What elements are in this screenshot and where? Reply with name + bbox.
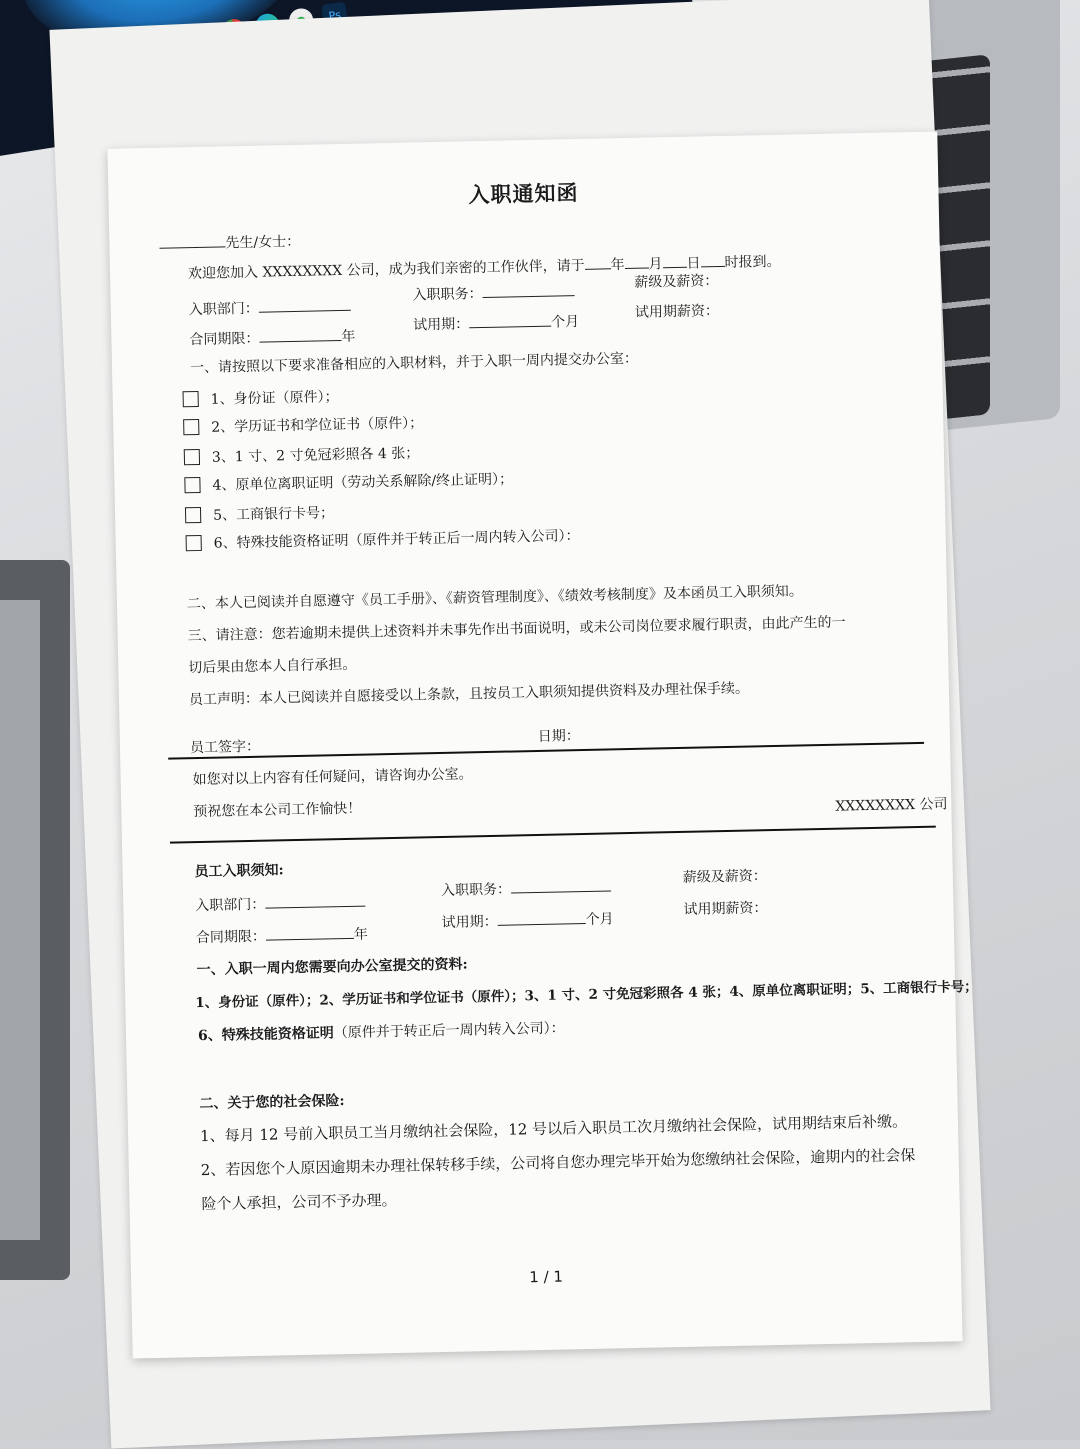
checkbox[interactable] bbox=[185, 507, 201, 523]
photoshop-icon[interactable]: Ps bbox=[321, 1, 348, 28]
employee-statement: 员工声明：本人已阅读并自愿接受以上条款，且按员工入职须知提供资料及办理社保手续。 bbox=[188, 680, 750, 709]
notice-contract-field: 合同期限： 年 bbox=[195, 926, 369, 947]
notice-dept-field: 入职部门： bbox=[195, 892, 365, 916]
checkbox[interactable] bbox=[183, 419, 199, 435]
signature-label: 员工签字： bbox=[189, 738, 261, 757]
checkbox[interactable] bbox=[184, 449, 200, 465]
notice-section2-line2: 2、若因您个人原因逾期未办理社保转移手续，公司将自您办理完毕开始为您缴纳社会保险，逾期内的社会保 bbox=[200, 1146, 916, 1180]
grade-salary-label: 薪级及薪资： bbox=[634, 273, 719, 291]
checkbox[interactable] bbox=[183, 391, 199, 407]
divider-rule bbox=[170, 826, 936, 844]
notice-section1-line1: 1、身份证（原件）；2、学历证书和学位证书（原件）；3、1 寸、2 寸免冠彩照各 4 张；4、原单位离职证明；5、工商银行卡号； bbox=[195, 978, 978, 1012]
checklist-item[interactable]: 2、学历证书和学位证书（原件）； bbox=[183, 412, 423, 437]
contract-field: 合同期限： 年 bbox=[189, 328, 356, 349]
salutation-line: 先生/女士： bbox=[159, 231, 300, 254]
checklist-item[interactable]: 4、原单位离职证明（劳动关系解除/终止证明）； bbox=[184, 468, 513, 495]
notice-grade-salary-label: 薪级及薪资： bbox=[682, 868, 767, 886]
left-laptop-bezel bbox=[0, 600, 40, 1240]
notice-position-field: 入职职务： bbox=[441, 876, 611, 900]
notice-section1-title: 一、入职一周内您需要向办公室提交的资料: bbox=[196, 956, 468, 979]
probation-field: 试用期： 个月 bbox=[413, 313, 580, 334]
checkbox[interactable] bbox=[186, 535, 202, 551]
wish-line: 预祝您在本公司工作愉快！ bbox=[193, 800, 362, 821]
dept-field: 入职部门： bbox=[189, 296, 351, 319]
offer-letter-page bbox=[107, 131, 978, 1358]
date-label: 日期： bbox=[537, 728, 580, 745]
position-field: 入职职务： bbox=[412, 281, 574, 304]
section3-text-line2: 切后果由您本人自行承担。 bbox=[188, 656, 357, 677]
notice-section2-title: 二、关于您的社会保险: bbox=[199, 1093, 345, 1113]
welcome-line: 欢迎您加入 XXXXXXXX 公司，成为我们亲密的工作伙伴，请于 年 月 日 时报到。 bbox=[187, 253, 781, 283]
checkbox[interactable] bbox=[184, 477, 200, 493]
notice-title: 员工入职须知: bbox=[194, 862, 284, 881]
question-line: 如您对以上内容有任何疑问，请咨询办公室。 bbox=[192, 766, 473, 789]
notice-section2-line3: 险个人承担，公司不予办理。 bbox=[201, 1191, 397, 1214]
section2-text: 二、本人已阅读并自愿遵守《员工手册》、《薪资管理制度》、《绩效考核制度》及本函员工入职须知。 bbox=[186, 583, 804, 613]
checklist-item[interactable]: 6、特殊技能资格证明（原件并于转正后一周内转入公司）： bbox=[185, 525, 579, 553]
checklist-item[interactable]: 1、身份证（原件）； bbox=[182, 386, 338, 409]
probation-salary-label: 试用期薪资： bbox=[634, 303, 720, 321]
notice-section1-line2: 6、特殊技能资格证明（原件并于转正后一周内转入公司）： bbox=[197, 1020, 565, 1045]
section3-text-line1: 三、请注意：您若逾期未提供上述资料并未事先作出书面说明，或未公司岗位要求履行职责，由此产生的一 bbox=[187, 614, 846, 645]
document-title: 入职通知函 bbox=[468, 179, 579, 208]
company-name: XXXXXXXX 公司 bbox=[835, 796, 948, 815]
notice-probation-salary-label: 试用期薪资： bbox=[683, 900, 768, 918]
page-number: 1 / 1 bbox=[529, 1267, 564, 1287]
section1-title: 一、请按照以下要求准备相应的入职材料，并于入职一周内提交办公室： bbox=[189, 350, 639, 377]
notice-section2-line1: 1、每月 12 号前入职员工当月缴纳社会保险，12 号以后入职员工次月缴纳社会保险，试用期结束后补缴。 bbox=[199, 1112, 908, 1146]
name-blank[interactable] bbox=[159, 234, 225, 248]
notice-probation-field: 试用期： 个月 bbox=[441, 911, 614, 931]
checklist-item[interactable]: 5、工商银行卡号； bbox=[185, 502, 334, 525]
checklist-item[interactable]: 3、1 寸、2 寸免冠彩照各 4 张； bbox=[184, 442, 420, 467]
